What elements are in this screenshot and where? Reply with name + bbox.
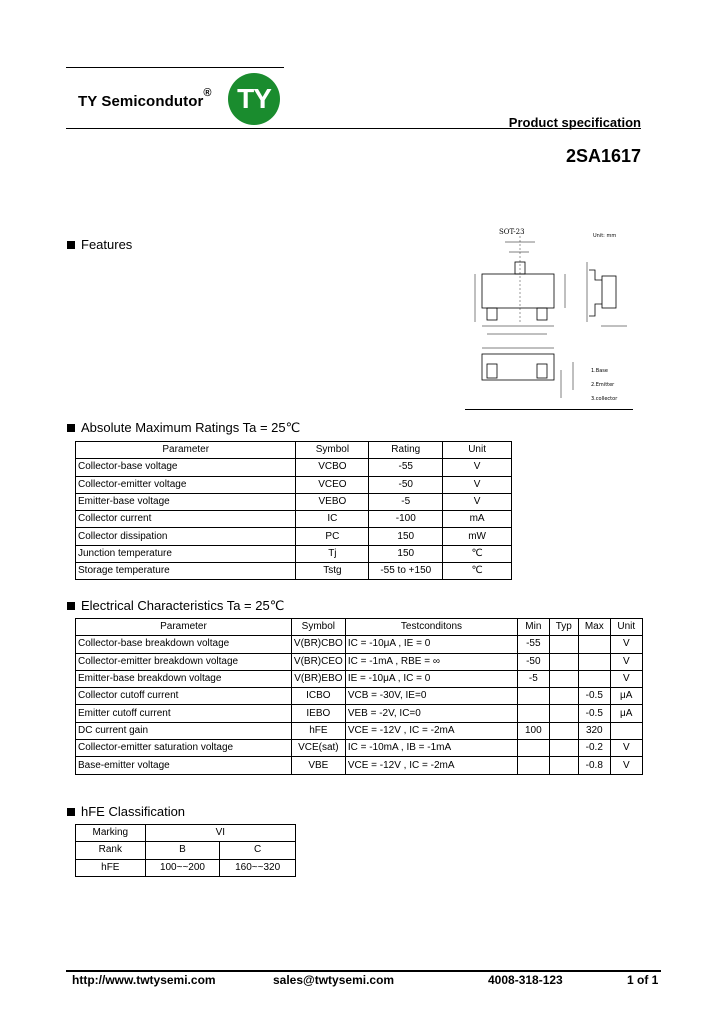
param-cell: Collector-emitter breakdown voltage bbox=[76, 653, 292, 670]
symbol-cell: V(BR)CBO bbox=[291, 636, 345, 653]
param-cell: Emitter-base voltage bbox=[76, 493, 296, 510]
header-cell: Parameter bbox=[76, 619, 292, 636]
param-cell: Emitter cutoff current bbox=[76, 705, 292, 722]
bullet-square-icon bbox=[67, 808, 75, 816]
table-row bbox=[76, 842, 296, 859]
hfe-table bbox=[75, 824, 296, 877]
features-heading: Features bbox=[67, 237, 132, 252]
typ-cell bbox=[549, 722, 578, 739]
max-cell bbox=[579, 636, 611, 653]
symbol-cell: Tstg bbox=[296, 563, 369, 580]
pin-label-collector: 3.collector bbox=[591, 396, 618, 402]
max-cell: -0.5 bbox=[579, 688, 611, 705]
min-cell: -5 bbox=[518, 670, 549, 687]
unit-cell: V bbox=[443, 476, 512, 493]
hfe-c-cell: 160~~320 bbox=[220, 859, 296, 876]
symbol-cell: VCEO bbox=[296, 476, 369, 493]
pin-label-base: 1.Base bbox=[591, 368, 608, 374]
hfe-b-cell: 100~~200 bbox=[145, 859, 220, 876]
table-header-row bbox=[76, 442, 512, 459]
part-number: 2SA1617 bbox=[565, 146, 641, 166]
table-header-row bbox=[76, 619, 643, 636]
condition-cell: VEB = -2V, IC=0 bbox=[345, 705, 517, 722]
param-cell: Junction temperature bbox=[76, 545, 296, 562]
min-cell: -50 bbox=[518, 653, 549, 670]
unit-cell: V bbox=[610, 670, 642, 687]
rating-cell: -5 bbox=[369, 493, 443, 510]
max-cell: -0.5 bbox=[579, 705, 611, 722]
unit-cell: V bbox=[610, 757, 642, 774]
symbol-cell: VCBO bbox=[296, 459, 369, 476]
table-row bbox=[76, 459, 512, 476]
condition-cell: VCE = -12V , IC = -2mA bbox=[345, 757, 517, 774]
param-cell: Base-emitter voltage bbox=[76, 757, 292, 774]
unit-cell: V bbox=[610, 740, 642, 757]
min-cell bbox=[518, 705, 549, 722]
company-logo bbox=[228, 73, 280, 125]
header-cell: Unit bbox=[610, 619, 642, 636]
header-cell: Max bbox=[579, 619, 611, 636]
marking-value-cell: VI bbox=[145, 825, 295, 842]
table-row bbox=[76, 859, 296, 876]
unit-cell: μA bbox=[610, 688, 642, 705]
footer-rule bbox=[66, 970, 661, 972]
symbol-cell: IC bbox=[296, 511, 369, 528]
hfe-heading: hFE Classification bbox=[67, 804, 185, 819]
param-cell: Storage temperature bbox=[76, 563, 296, 580]
condition-cell: IC = -1mA , RBE = ∞ bbox=[345, 653, 517, 670]
unit-cell: mW bbox=[443, 528, 512, 545]
unit-cell: mA bbox=[443, 511, 512, 528]
header-cell: Symbol bbox=[291, 619, 345, 636]
symbol-cell: PC bbox=[296, 528, 369, 545]
param-cell: Collector dissipation bbox=[76, 528, 296, 545]
param-cell: Collector current bbox=[76, 511, 296, 528]
package-drawing-rule bbox=[465, 409, 633, 410]
max-cell: 320 bbox=[579, 722, 611, 739]
table-row bbox=[76, 722, 643, 739]
header-cell: Typ bbox=[549, 619, 578, 636]
typ-cell bbox=[549, 653, 578, 670]
hfe-label-cell: hFE bbox=[76, 859, 146, 876]
product-specification-label: Product specification bbox=[508, 115, 641, 130]
table-row bbox=[76, 528, 512, 545]
min-cell bbox=[518, 757, 549, 774]
abs-max-table bbox=[75, 441, 512, 580]
param-cell: Collector cutoff current bbox=[76, 688, 292, 705]
header-cell: Unit bbox=[443, 442, 512, 459]
rating-cell: -100 bbox=[369, 511, 443, 528]
unit-cell: V bbox=[610, 636, 642, 653]
table-row bbox=[76, 476, 512, 493]
param-cell: Emitter-base breakdown voltage bbox=[76, 670, 292, 687]
symbol-cell: VCE(sat) bbox=[291, 740, 345, 757]
table-row bbox=[76, 493, 512, 510]
header-cell: Parameter bbox=[76, 442, 296, 459]
unit-cell: V bbox=[443, 459, 512, 476]
param-cell: Collector-emitter saturation voltage bbox=[76, 740, 292, 757]
rating-cell: 150 bbox=[369, 545, 443, 562]
unit-cell: V bbox=[610, 653, 642, 670]
symbol-cell: ICBO bbox=[291, 688, 345, 705]
symbol-cell: V(BR)EBO bbox=[291, 670, 345, 687]
unit-cell: ℃ bbox=[443, 545, 512, 562]
rating-cell: -55 to +150 bbox=[369, 563, 443, 580]
bullet-square-icon bbox=[67, 602, 75, 610]
typ-cell bbox=[549, 670, 578, 687]
condition-cell: IC = -10μA , IE = 0 bbox=[345, 636, 517, 653]
footer-page-number: 1 of 1 bbox=[627, 973, 659, 987]
logo-text: TY bbox=[237, 83, 271, 114]
header-cell: Min bbox=[518, 619, 549, 636]
unit-cell: μA bbox=[610, 705, 642, 722]
header-bottom-rule bbox=[66, 128, 641, 129]
registered-mark: ® bbox=[203, 87, 212, 99]
typ-cell bbox=[549, 688, 578, 705]
table-row bbox=[76, 688, 643, 705]
table-row bbox=[76, 563, 512, 580]
table-row bbox=[76, 740, 643, 757]
header-cell: Testconditons bbox=[345, 619, 517, 636]
min-cell: 100 bbox=[518, 722, 549, 739]
min-cell: -55 bbox=[518, 636, 549, 653]
min-cell bbox=[518, 740, 549, 757]
condition-cell: IC = -10mA , IB = -1mA bbox=[345, 740, 517, 757]
unit-cell bbox=[610, 722, 642, 739]
typ-cell bbox=[549, 705, 578, 722]
symbol-cell: Tj bbox=[296, 545, 369, 562]
rating-cell: -50 bbox=[369, 476, 443, 493]
table-row bbox=[76, 670, 643, 687]
header-cell: Symbol bbox=[296, 442, 369, 459]
pin-label-emitter: 2.Emitter bbox=[591, 382, 615, 388]
table-row bbox=[76, 653, 643, 670]
table-row bbox=[76, 825, 296, 842]
abs-max-heading: Absolute Maximum Ratings Ta = 25℃ bbox=[67, 420, 300, 436]
symbol-cell: VBE bbox=[291, 757, 345, 774]
footer-website-link[interactable]: http://www.twtysemi.com bbox=[72, 973, 216, 987]
elec-heading: Electrical Characteristics Ta = 25℃ bbox=[67, 598, 284, 614]
param-cell: Collector-base voltage bbox=[76, 459, 296, 476]
symbol-cell: hFE bbox=[291, 722, 345, 739]
rank-b-cell: B bbox=[145, 842, 220, 859]
rank-c-cell: C bbox=[220, 842, 296, 859]
table-row bbox=[76, 757, 643, 774]
bullet-square-icon bbox=[67, 424, 75, 432]
footer-email-link[interactable]: sales@twtysemi.com bbox=[273, 973, 395, 987]
table-row bbox=[76, 545, 512, 562]
package-unit: Unit: mm bbox=[593, 233, 617, 239]
condition-cell: VCE = -12V , IC = -2mA bbox=[345, 722, 517, 739]
param-cell: DC current gain bbox=[76, 722, 292, 739]
header-cell: Rating bbox=[369, 442, 443, 459]
typ-cell bbox=[549, 636, 578, 653]
rating-cell: 150 bbox=[369, 528, 443, 545]
param-cell: Collector-emitter voltage bbox=[76, 476, 296, 493]
typ-cell bbox=[549, 740, 578, 757]
bullet-square-icon bbox=[67, 241, 75, 249]
max-cell: -0.8 bbox=[579, 757, 611, 774]
table-row bbox=[76, 636, 643, 653]
table-row bbox=[76, 705, 643, 722]
condition-cell: IE = -10μA , IC = 0 bbox=[345, 670, 517, 687]
sot23-package-drawing bbox=[465, 222, 635, 410]
param-cell: Collector-base breakdown voltage bbox=[76, 636, 292, 653]
footer-phone: 4008-318-123 bbox=[488, 973, 563, 987]
unit-cell: ℃ bbox=[443, 563, 512, 580]
company-name: TY Semicondutor® bbox=[78, 87, 212, 110]
rating-cell: -55 bbox=[369, 459, 443, 476]
symbol-cell: V(BR)CEO bbox=[291, 653, 345, 670]
package-name: SOT-23 bbox=[499, 228, 525, 236]
max-cell: -0.2 bbox=[579, 740, 611, 757]
elec-table bbox=[75, 618, 643, 775]
min-cell bbox=[518, 688, 549, 705]
max-cell bbox=[579, 670, 611, 687]
marking-label-cell: Marking bbox=[76, 825, 146, 842]
symbol-cell: IEBO bbox=[291, 705, 345, 722]
condition-cell: VCB = -30V, IE=0 bbox=[345, 688, 517, 705]
rank-label-cell: Rank bbox=[76, 842, 146, 859]
unit-cell: V bbox=[443, 493, 512, 510]
typ-cell bbox=[549, 757, 578, 774]
max-cell bbox=[579, 653, 611, 670]
symbol-cell: VEBO bbox=[296, 493, 369, 510]
header-top-rule bbox=[66, 67, 284, 68]
table-row bbox=[76, 511, 512, 528]
